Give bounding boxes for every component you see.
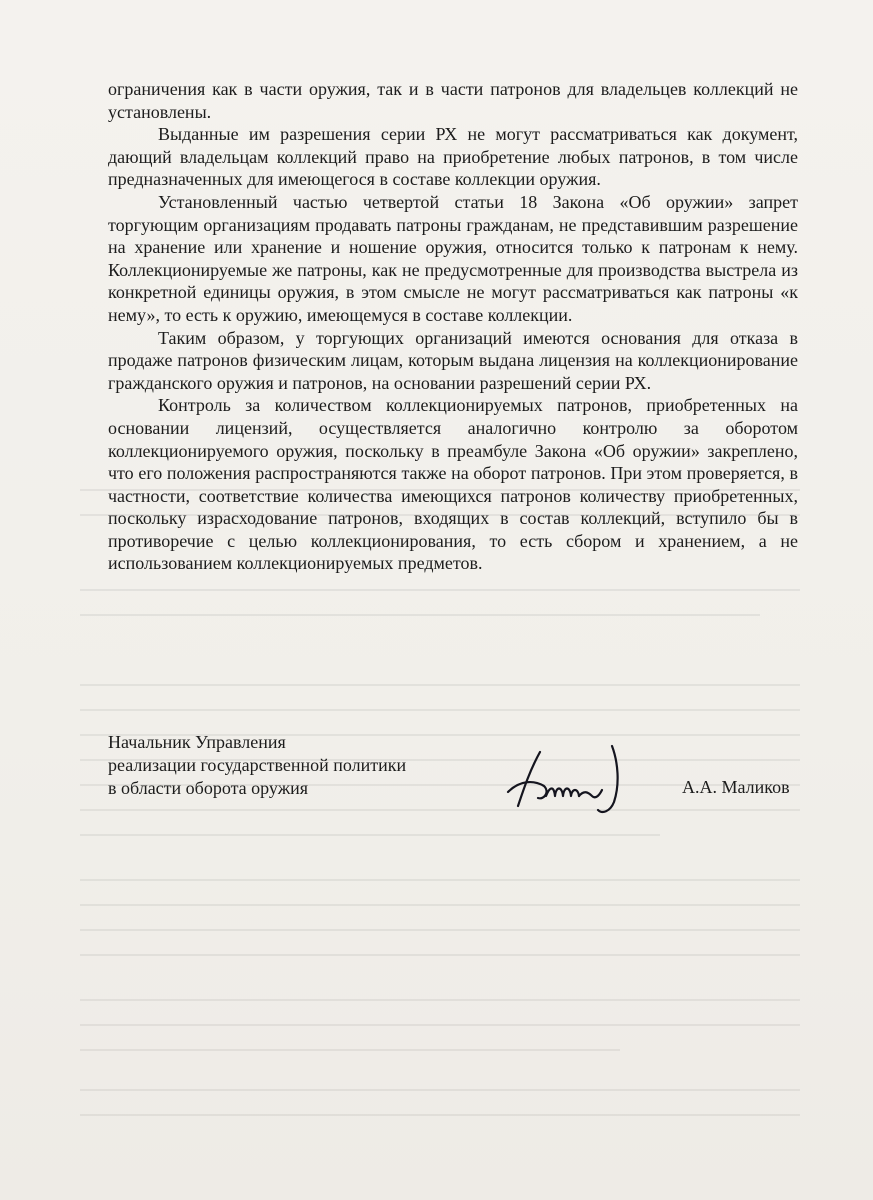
position-line: Начальник Управления	[108, 732, 286, 752]
position-line: реализации государственной политики	[108, 755, 407, 775]
position-line: в области оборота оружия	[108, 778, 309, 798]
signatory-name: А.А. Маликов	[682, 777, 790, 797]
paragraph: Контроль за количеством коллекционируемых патронов, приобретенных на основании лицензий, осуществляется аналогично контролю за оборотом коллекционируемого оружия, поскольку в преамбуле Закона «Об оружии» закреплено, что его положения распространяются также на оборот патронов. При этом проверяется, в частности, соответствие количества имеющихся патронов количеству приобретенных, поскольку израсходование патронов, входящих в состав коллекций, вступило бы в противоречие с целью коллекционирования, то есть сбором и хранением, а не использованием коллекционируемых предметов.	[108, 395, 798, 574]
signatory-position	[108, 731, 406, 800]
document-body	[108, 78, 798, 575]
paragraph: Выданные им разрешения серии РХ не могут рассматриваться как документ, дающий владельцам коллекций право на приобретение любых патронов, в том числе предназначенных для имеющегося в составе коллекции оружия.	[108, 124, 798, 190]
paragraph: Установленный частью четвертой статьи 18 Закона «Об оружии» запрет торгующим организациям продавать патроны гражданам, не представившим разрешение на хранение или хранение и ношение оружия, относится только к патронам к нему. Коллекционируемые же патроны, как не предусмотренные для производства выстрела из конкретной единицы оружия, в этом смысле не могут рассматриваться как патроны «к нему», то есть к оружию, имеющемуся в составе коллекции.	[108, 191, 798, 325]
handwritten-signature	[500, 740, 630, 820]
paragraph: Таким образом, у торгующих организаций имеются основания для отказа в продаже патронов физическим лицам, которым выдана лицензия на коллекционирование гражданского оружия и патронов, на основании разрешений серии РХ.	[108, 327, 798, 393]
paragraph: ограничения как в части оружия, так и в части патронов для владельцев коллекций не установлены.	[108, 79, 798, 122]
